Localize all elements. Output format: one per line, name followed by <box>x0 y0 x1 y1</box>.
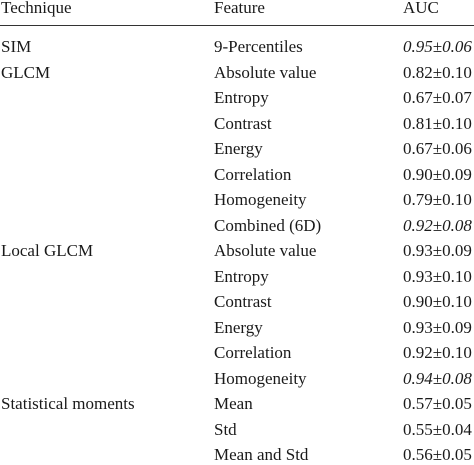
table-row-feature: Absolute value <box>214 63 317 82</box>
table-row-auc: 0.55±0.04 <box>403 420 472 439</box>
table-row-feature: Contrast <box>214 292 272 311</box>
table-row-auc: 0.95±0.06 <box>403 37 472 56</box>
table-row-feature: Correlation <box>214 165 292 184</box>
table-row-auc: 0.93±0.09 <box>403 318 472 337</box>
table-row-technique: Statistical moments <box>1 394 135 413</box>
table-row-auc: 0.67±0.07 <box>403 88 472 107</box>
table-row-feature: Entropy <box>214 88 269 107</box>
table-row-auc: 0.92±0.08 <box>403 216 472 235</box>
table-row-feature: Mean and Std <box>214 445 309 464</box>
table-row-auc: 0.94±0.08 <box>403 369 472 388</box>
table-row-feature: Absolute value <box>214 241 317 260</box>
table-row-feature: Mean <box>214 394 253 413</box>
table-row-feature: Correlation <box>214 343 292 362</box>
table-row-feature: Homogeneity <box>214 369 307 388</box>
table-row-technique: Local GLCM <box>1 241 94 260</box>
table-row-feature: 9-Percentiles <box>214 37 303 56</box>
table-row-auc: 0.67±0.06 <box>403 139 472 158</box>
table-row-feature: Energy <box>214 139 263 158</box>
table-row-auc: 0.57±0.05 <box>403 394 472 413</box>
table-row-auc: 0.93±0.10 <box>403 267 472 286</box>
table-row-feature: Energy <box>214 318 263 337</box>
table-row-auc: 0.82±0.10 <box>403 63 472 82</box>
table-row-feature: Std <box>214 420 237 439</box>
table-row-auc: 0.81±0.10 <box>403 114 472 133</box>
header-rule <box>0 25 474 26</box>
table-row-feature: Homogeneity <box>214 190 307 209</box>
table-row-technique: SIM <box>1 37 32 56</box>
header-feature: Feature <box>214 0 265 17</box>
table-row-auc: 0.90±0.09 <box>403 165 472 184</box>
table-row-feature: Entropy <box>214 267 269 286</box>
table-row-feature: Combined (6D) <box>214 216 322 235</box>
table-row-auc: 0.92±0.10 <box>403 343 472 362</box>
header-auc: AUC <box>403 0 439 17</box>
table-row-auc: 0.90±0.10 <box>403 292 472 311</box>
table-row-technique: GLCM <box>1 63 51 82</box>
header-technique: Technique <box>1 0 72 17</box>
table-row-feature: Contrast <box>214 114 272 133</box>
table-row-auc: 0.93±0.09 <box>403 241 472 260</box>
table-row-auc: 0.56±0.05 <box>403 445 472 464</box>
table-row-auc: 0.79±0.10 <box>403 190 472 209</box>
